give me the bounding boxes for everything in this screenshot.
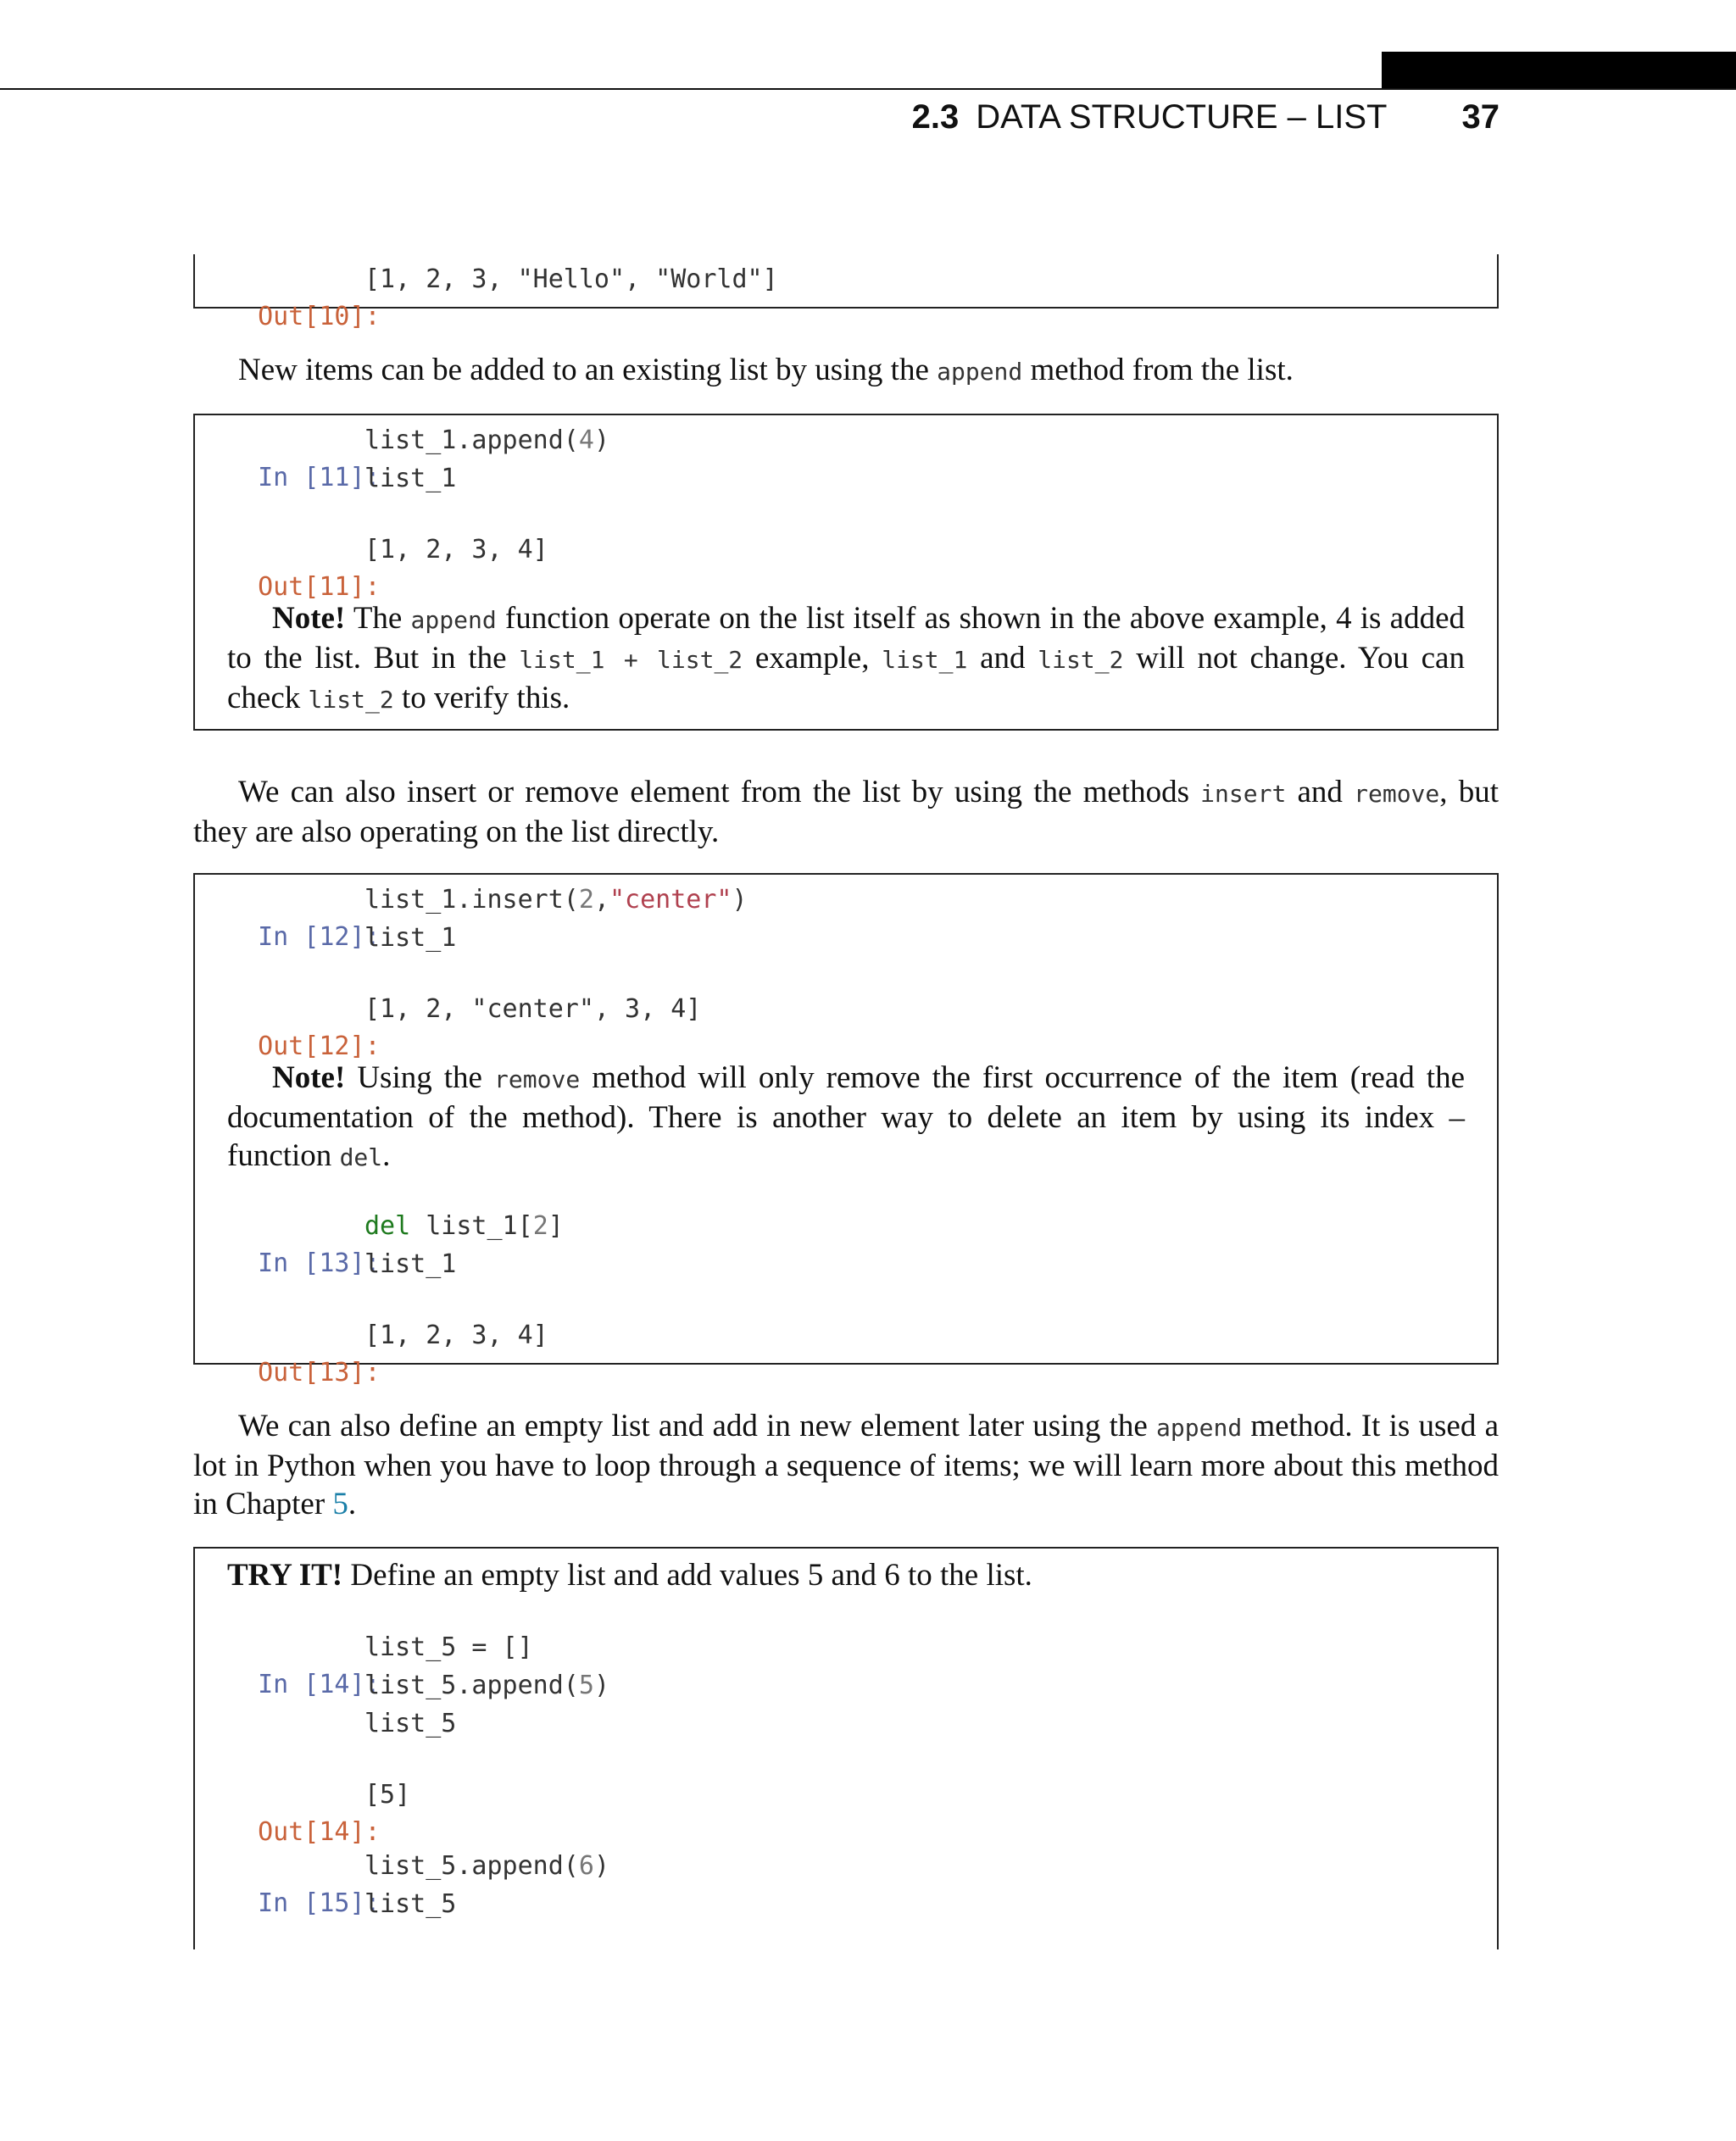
section-title: DATA STRUCTURE – LIST bbox=[976, 97, 1388, 136]
paragraph-append-intro: New items can be added to an existing list by using the append method from the list. bbox=[238, 353, 1294, 387]
input-code-12-line2: list_1 bbox=[364, 923, 457, 953]
input-code-12-line1: list_1.insert(2,"center") bbox=[364, 885, 748, 915]
input-prompt-13: In [13]: bbox=[258, 1248, 381, 1278]
output-prompt-14: Out[14]: bbox=[258, 1817, 381, 1847]
input-code-15-line2: list_5 bbox=[364, 1889, 457, 1919]
output-value-11: [1, 2, 3, 4] bbox=[364, 535, 548, 564]
section-number: 2.3 bbox=[911, 97, 960, 136]
input-code-11-line2: list_1 bbox=[364, 464, 457, 493]
input-code-13-line1: del list_1[2] bbox=[364, 1211, 564, 1241]
input-code-13-line2: list_1 bbox=[364, 1249, 457, 1279]
try-it-heading: TRY IT! Define an empty list and add values 5 and 6 to the list. bbox=[227, 1558, 1032, 1593]
input-code-14-line1: list_5 = [] bbox=[364, 1632, 533, 1662]
input-code-11-line1: list_1.append(4) bbox=[364, 425, 609, 455]
output-prompt-11: Out[11]: bbox=[258, 572, 381, 602]
try-it-label: TRY IT! bbox=[227, 1558, 343, 1593]
header-tab-bar bbox=[1382, 52, 1736, 89]
input-prompt-12: In [12]: bbox=[258, 922, 381, 952]
note-append: Note! The append function operate on the list itself as shown in the above example, 4 is added to the list. But in the list_1 + list_2 example, list_1 and list_2 will not change. You can check list_2 to verify this. bbox=[227, 601, 1465, 715]
output-value-12: [1, 2, "center", 3, 4] bbox=[364, 994, 702, 1024]
note-label: Note! bbox=[272, 601, 346, 636]
output-value-10: [1, 2, 3, "Hello", "World"] bbox=[364, 264, 778, 294]
output-prompt-12: Out[12]: bbox=[258, 1032, 381, 1061]
input-code-14-line3: list_5 bbox=[364, 1709, 457, 1738]
input-prompt-15: In [15]: bbox=[258, 1888, 381, 1918]
input-code-15-line1: list_5.append(6) bbox=[364, 1851, 609, 1881]
paragraph-insert-remove: We can also insert or remove element from the list by using the methods insert and remove, but they are also operating on the list directly. bbox=[193, 775, 1499, 849]
paragraph-empty-list: We can also define an empty list and add in new element later using the append method. It is used a lot in Python when you have to loop through a sequence of items; we will learn more about this method in Chapter 5. bbox=[193, 1409, 1499, 1521]
header-rule bbox=[0, 88, 1736, 90]
page-number: 37 bbox=[1461, 97, 1500, 136]
output-value-13: [1, 2, 3, 4] bbox=[364, 1321, 548, 1350]
output-cell-10 bbox=[227, 261, 381, 331]
input-prompt-11: In [11]: bbox=[258, 463, 381, 492]
output-prompt-13: Out[13]: bbox=[258, 1358, 381, 1387]
chapter-link[interactable]: 5 bbox=[332, 1487, 348, 1521]
note-label: Note! bbox=[272, 1060, 346, 1095]
input-prompt-14: In [14]: bbox=[258, 1670, 381, 1699]
output-value-14: [5] bbox=[364, 1780, 411, 1810]
input-code-14-line2: list_5.append(5) bbox=[364, 1671, 609, 1700]
output-prompt: Out[10]: bbox=[258, 302, 381, 331]
note-remove: Note! Using the remove method will only remove the first occurrence of the item (read the documentation of the method). There is another way to delete an item by using its index – function del. bbox=[227, 1060, 1465, 1173]
running-header bbox=[912, 92, 1500, 142]
inline-code: append bbox=[937, 358, 1023, 386]
